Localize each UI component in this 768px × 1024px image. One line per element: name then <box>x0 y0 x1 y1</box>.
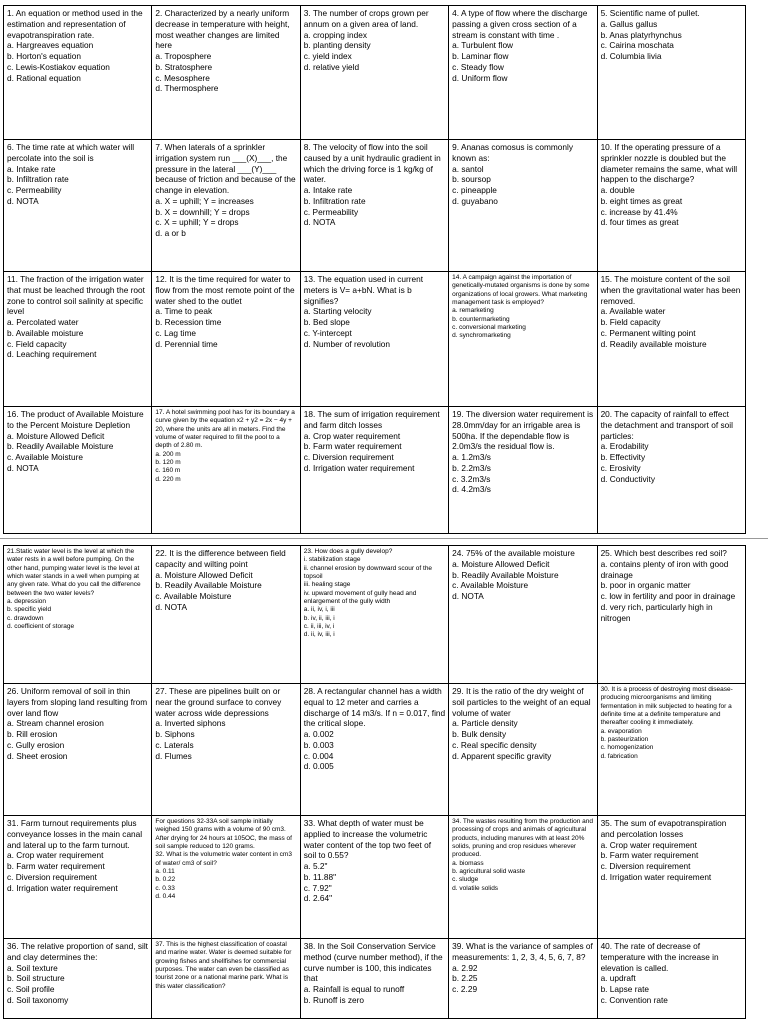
question-text: 13. The equation used in current meters is V= a+bN. What is b signifies? <box>303 274 426 306</box>
answer-option: d. 0.44 <box>155 892 176 900</box>
answer-option: c. Diversion requirement <box>303 452 394 463</box>
answer-option: a. Turbulent flow <box>452 40 514 51</box>
question-text: 35. The sum of evapotranspiration and percolation losses <box>600 818 729 839</box>
answer-option: b. 0.003 <box>303 739 334 750</box>
question-cell <box>597 6 745 140</box>
question-cell <box>300 6 448 140</box>
answer-option: d. Readily available moisture <box>600 338 707 349</box>
question-cell <box>4 684 152 816</box>
question-cell <box>152 140 300 272</box>
answer-option: a. 1.2m3/s <box>452 452 491 463</box>
answer-option: d. Leaching requirement <box>7 349 97 360</box>
answer-option: d. very rich, particularly high in nitrogen <box>600 601 715 623</box>
answer-option: a. ii, iv, i, iii <box>303 606 335 614</box>
question-text: 30. It is a process of destroying most disease-producing microorganisms and limiting fermentation in milk subjected to heating for a definite time at a definite temperature and thereafter cooling it immediately. <box>600 686 734 727</box>
answer-option: a. biomass <box>452 859 484 867</box>
answer-option: d. Columbia livia <box>600 51 662 62</box>
answer-option: a. 200 m <box>155 450 181 458</box>
answer-option: d. NOTA <box>452 591 484 602</box>
answer-option: c. yield index <box>303 51 352 62</box>
answer-option: a. 0.11 <box>155 867 175 875</box>
answer-option: d. NOTA <box>7 195 39 206</box>
question-text: 23. How does a gully develop? <box>303 548 393 555</box>
answer-option: iv. upward movement of gully head and enlargement of the gully width <box>303 589 419 605</box>
answer-option: b. Rill erosion <box>7 729 58 740</box>
answer-option: d. Sheet erosion <box>7 750 68 761</box>
question-text: 36. The relative proportion of sand, silt and clay determines the: <box>7 941 151 962</box>
answer-option: a. Hargreaves equation <box>7 40 94 51</box>
answer-option: b. 120 m <box>155 458 181 466</box>
question-cell <box>4 546 152 684</box>
answer-option: d. Irrigation water requirement <box>7 882 118 893</box>
answer-option: b. Stratosphere <box>155 61 213 72</box>
question-cell <box>597 939 745 1019</box>
answer-option: c. Diversion requirement <box>600 861 691 872</box>
answer-option: a. Time to peak <box>155 306 213 317</box>
question-cell <box>4 272 152 407</box>
answer-option: a. Stream channel erosion <box>7 718 104 729</box>
answer-option: a. Percolated water <box>7 317 79 328</box>
question-text: 4. A type of flow where the discharge passing a given cross section of a stream is constant with time . <box>452 8 590 40</box>
answer-option: a. Moisture Allowed Deficit <box>155 569 253 580</box>
answer-option: a. Moisture Allowed Deficit <box>7 430 105 441</box>
question-cell <box>152 546 300 684</box>
question-cell <box>449 816 597 939</box>
question-cell <box>597 816 745 939</box>
answer-option: a. Inverted siphons <box>155 718 226 729</box>
answer-option: a. Available water <box>600 306 666 317</box>
answer-option: b. Laminar flow <box>452 51 509 62</box>
answer-option: c. sludge <box>452 876 479 884</box>
question-text: 2. Characterized by a nearly uniform decrease in temperature with height, most weather changes are limited here <box>155 8 292 51</box>
question-text: 12. It is the time required for water to flow from the most remote point of the water shed to the outlet <box>155 274 297 306</box>
answer-option: d. Thermosphere <box>155 83 219 94</box>
answer-option: d. fabrication <box>600 752 638 760</box>
question-cell <box>300 816 448 939</box>
question-text: 14. A campaign against the importation of genetically-mutated organisms is done by some organizations of local growers. What marketing management task is employed? <box>452 274 592 306</box>
answer-option: b. Readily Available Moisture <box>7 441 114 452</box>
question-text: 11. The fraction of the irrigation water that must be leached through the root zone to control soil salinity at specific level <box>7 274 148 317</box>
question-cell <box>300 546 448 684</box>
answer-option: b. 2.2m3/s <box>452 462 491 473</box>
answer-option: b. iv, ii, iii, i <box>303 614 335 622</box>
answer-option: a. Particle density <box>452 718 518 729</box>
answer-option: b. Lapse rate <box>600 984 649 995</box>
question-cell <box>449 546 597 684</box>
answer-option: c. 2.29 <box>452 984 478 995</box>
answer-option: c. conversional marketing <box>452 323 526 331</box>
answer-option: d. Number of revolution <box>303 338 391 349</box>
question-text: 7. When laterals of a sprinkler irrigation system run ___(X)___, the pressure in the lateral ___(Y)___ because of friction and because of the change in elevation. <box>155 142 298 196</box>
question-cell <box>597 140 745 272</box>
question-cell <box>300 272 448 407</box>
question-text: 22. It is the difference between field capacity and wilting point <box>155 548 289 569</box>
question-cell <box>300 407 448 534</box>
answer-option: a. Starting velocity <box>303 306 372 317</box>
answer-option: d. Flumes <box>155 750 192 761</box>
answer-option: b. poor in organic matter <box>600 580 691 591</box>
answer-option: b. soursop <box>452 174 491 185</box>
answer-option: c. Lag time <box>155 327 196 338</box>
answer-option: b. specific yield <box>7 606 52 614</box>
answer-option: b. Field capacity <box>600 317 661 328</box>
answer-option: d. 2.64" <box>303 893 333 904</box>
question-text: 5. Scientific name of pullet. <box>600 8 700 18</box>
answer-option: c. X = uphill; Y = drops <box>155 217 239 228</box>
answer-option: a. updraft <box>600 973 636 984</box>
answer-option: a. santol <box>452 163 484 174</box>
answer-option: c. ii, iii, iv, i <box>303 622 335 630</box>
answer-option: a. Erodability <box>600 441 649 452</box>
answer-option: c. 7.92" <box>303 882 332 893</box>
answer-option: ii. channel erosion by downward scour of the topsoil <box>303 564 434 580</box>
question-text: 38. In the Soil Conservation Service method (curve number method), if the curve number is 100, this indicates that <box>303 941 445 984</box>
answer-option: c. Permeability <box>303 206 359 217</box>
question-cell <box>4 6 152 140</box>
question-text: 33. What depth of water must be applied to increase the volumetric water content of the top two feet of soil to 0.55? <box>303 818 434 861</box>
answer-option: a. Troposphere <box>155 51 212 62</box>
answer-option: c. Laterals <box>155 739 194 750</box>
answer-option: c. Available Moisture <box>7 452 83 463</box>
answer-option: b. Farm water requirement <box>7 861 105 872</box>
answer-option: c. Lewis-Kostiakov equation <box>7 61 110 72</box>
answer-option: c. Available Moisture <box>452 580 529 591</box>
question-text: 28. A rectangular channel has a width equal to 12 meter and carries a discharge of 14 m3/s. If n = 0.017, find the critical slope. <box>303 686 448 729</box>
question-text: 6. The time rate at which water will percolate into the soil is <box>7 142 137 163</box>
answer-option: a. 5.2" <box>303 861 328 872</box>
answer-option: d. coefficient of storage <box>7 622 75 630</box>
answer-option: c. Mesosphere <box>155 72 210 83</box>
answer-option: b. Effectivity <box>600 452 646 463</box>
question-cell <box>449 272 597 407</box>
answer-option: a. Rainfall is equal to runoff <box>303 984 405 995</box>
question-cell <box>449 140 597 272</box>
answer-option: a. Crop water requirement <box>303 430 401 441</box>
answer-option: b. eight times as great <box>600 195 683 206</box>
answer-option: a. Soil texture <box>7 962 58 973</box>
question-cell <box>300 684 448 816</box>
answer-option: b. Readily Available Moisture <box>452 569 559 580</box>
answer-option: d. Uniform flow <box>452 72 508 83</box>
answer-option: d. four times as great <box>600 217 679 228</box>
answer-option: c. low in fertility and poor in drainage <box>600 591 736 602</box>
answer-option: a. Moisture Allowed Deficit <box>452 558 550 569</box>
question-cell <box>152 816 300 939</box>
question-cell <box>4 140 152 272</box>
answer-option: c. drawdown <box>7 614 44 622</box>
answer-option: a. X = uphill; Y = increases <box>155 195 254 206</box>
answer-option: b. Bed slope <box>303 317 350 328</box>
answer-option: d. relative yield <box>303 61 360 72</box>
answer-option: d. Perennial time <box>155 338 218 349</box>
answer-option: d. volatile solids <box>452 884 499 892</box>
answer-option: b. Bulk density <box>452 729 507 740</box>
answer-option: d. ii, iv, iii, i <box>303 631 335 639</box>
question-text: 26. Uniform removal of soil in thin layers from sloping land resulting from over land flow <box>7 686 150 718</box>
answer-option: c. pineapple <box>452 185 497 196</box>
answer-option: b. Recession time <box>155 317 222 328</box>
answer-option: c. Y-intercept <box>303 327 352 338</box>
question-cell <box>597 272 745 407</box>
question-cell <box>152 272 300 407</box>
question-text: 39. What is the variance of samples of measurements: 1, 2, 3, 4, 5, 6, 7, 8? <box>452 941 596 962</box>
answer-option: b. countermarketing <box>452 315 510 323</box>
answer-option: a. 2.92 <box>452 962 478 973</box>
answer-option: c. 0.33 <box>155 884 175 892</box>
question-cell <box>4 816 152 939</box>
question-text: 18. The sum of irrigation requirement and farm ditch losses <box>303 409 442 430</box>
answer-option: b. Runoff is zero <box>303 994 365 1005</box>
question-text: 16. The product of Available Moisture to the Percent Moisture Depletion <box>7 409 146 430</box>
question-text: 34. The wastes resulting from the production and processing of crops and animals of agricultural products, including manures with at least 20% solids, pruning and crop residues wherever produced. <box>452 818 595 859</box>
answer-option: c. Field capacity <box>7 338 67 349</box>
question-cell <box>449 939 597 1019</box>
answer-option: a. Intake rate <box>7 163 56 174</box>
answer-option: a. depression <box>7 597 47 605</box>
question-text: 21.Static water level is the level at which the water rests in a well before pumping. On the other hand, pumping water level is the level at which water stands in a well when pumping at any given rate. What do you call the difference between the two water levels? <box>7 548 143 597</box>
answer-option: c. Gully erosion <box>7 739 65 750</box>
answer-option: iii. healing stage <box>303 581 351 589</box>
answer-option: a. double <box>600 185 635 196</box>
question-grid-2 <box>3 545 746 1019</box>
answer-option: b. Siphons <box>155 729 195 740</box>
answer-option: d. Irrigation water requirement <box>303 462 415 473</box>
question-text: 27. These are pipelines built on or near the ground surface to convey water across wide depressions <box>155 686 284 718</box>
answer-option: a. contains plenty of iron with good drainage <box>600 558 731 580</box>
answer-option: c. Cairina moschata <box>600 40 674 51</box>
question-cell <box>4 407 152 534</box>
answer-option: d. synchromarketing <box>452 332 511 340</box>
answer-option: d. 0.005 <box>303 761 334 772</box>
answer-option: b. Farm water requirement <box>600 850 699 861</box>
answer-option: c. 0.004 <box>303 750 334 761</box>
question-cell <box>152 939 300 1019</box>
answer-option: a. Crop water requirement <box>7 850 104 861</box>
answer-option: d. Conductivity <box>600 473 655 484</box>
answer-option: b. Horton's equation <box>7 51 81 62</box>
question-cell <box>449 6 597 140</box>
answer-option: c. 3.2m3/s <box>452 473 491 484</box>
question-text: 20. The capacity of rainfall to effect the detachment and transport of soil particles: <box>600 409 736 441</box>
question-text: 8. The velocity of flow into the soil caused by a unit hydraulic gradient in which the driving force is 1 kg/kg of water. <box>303 142 444 185</box>
question-grid-1 <box>3 5 746 534</box>
answer-option: b. agricultural solid waste <box>452 867 526 875</box>
question-text: 24. 75% of the available moisture <box>452 548 575 558</box>
answer-option: b. pasteurization <box>600 735 649 743</box>
answer-option: b. Farm water requirement <box>303 441 402 452</box>
answer-option: d. Rational equation <box>7 72 81 83</box>
question-cell <box>597 407 745 534</box>
question-cell <box>152 6 300 140</box>
answer-option: i. stabilization stage <box>303 556 361 564</box>
question-cell <box>300 939 448 1019</box>
answer-option: d. guyabano <box>452 195 498 206</box>
question-cell <box>4 939 152 1019</box>
answer-option: c. homogenization <box>600 744 654 752</box>
question-cell <box>152 407 300 534</box>
question-text: 19. The diversion water requirement is 28.0mm/day for an irrigable area is 500ha. If the dependable flow is 2.0m3/s the residual flow is. <box>452 409 596 452</box>
answer-option: b. Infiltration rate <box>7 174 69 185</box>
question-cell <box>449 684 597 816</box>
answer-option: a. Intake rate <box>303 185 353 196</box>
answer-option: a. evaporation <box>600 727 642 735</box>
answer-option: d. 4.2m3/s <box>452 484 491 495</box>
question-cell <box>449 407 597 534</box>
question-text: 10. If the operating pressure of a sprinkler nozzle is doubled but the diameter remains the same, what will happen to the discharge? <box>600 142 740 185</box>
answer-option: c. increase by 41.4% <box>600 206 678 217</box>
question-text: 40. The rate of decrease of temperature with the increase in elevation is called. <box>600 941 721 973</box>
question-text: 31. Farm turnout requirements plus conveyance losses in the main canal and lateral up to the farm turnout. <box>7 818 145 850</box>
answer-option: c. Available Moisture <box>155 591 232 602</box>
answer-option: c. Permanent wilting point <box>600 327 696 338</box>
answer-option: b. Soil structure <box>7 973 65 984</box>
answer-option: b. Readily Available Moisture <box>155 580 262 591</box>
answer-option: b. planting density <box>303 40 371 51</box>
answer-option: c. Diversion requirement <box>7 871 97 882</box>
answer-option: c. Permeability <box>7 185 62 196</box>
answer-option: b. 2.25 <box>452 973 478 984</box>
answer-option: b. Available moisture <box>7 327 84 338</box>
answer-option: b. Infiltration rate <box>303 195 366 206</box>
answer-option: c. 160 m <box>155 467 181 475</box>
answer-option: b. Anas platyrhynchus <box>600 29 682 40</box>
answer-option: d. 220 m <box>155 475 181 483</box>
answer-option: c. Real specific density <box>452 739 537 750</box>
question-cell <box>300 140 448 272</box>
answer-option: d. NOTA <box>7 462 39 473</box>
answer-option: c. Steady flow <box>452 61 504 72</box>
question-text: For questions 32-33A soil sample initially weighed 150 grams with a volume of 90 cm3. After drying for 24 hours at 105OC, the mass of soil sample reduced to 120 grams. 32. What is the volumetric water content in cm3 of water/ cm3 of soil? <box>155 818 292 867</box>
answer-option: b. X = downhill; Y = drops <box>155 206 250 217</box>
question-text: 25. Which best describes red soil? <box>600 548 727 558</box>
answer-option: c. Erosivity <box>600 462 641 473</box>
question-text: 3. The number of crops grown per annum on a given area of land. <box>303 8 431 29</box>
answer-option: a. cropping index <box>303 29 367 40</box>
answer-option: d. NOTA <box>303 217 336 228</box>
answer-option: b. 0.22 <box>155 876 176 884</box>
answer-option: a. 0.002 <box>303 729 334 740</box>
answer-option: c. Convention rate <box>600 994 668 1005</box>
answer-option: c. Soil profile <box>7 984 55 995</box>
answer-option: a. Crop water requirement <box>600 839 697 850</box>
answer-option: a. remarketing <box>452 307 494 315</box>
answer-option: d. Apparent specific gravity <box>452 750 552 761</box>
answer-option: b. 11.88" <box>303 871 337 882</box>
question-cell <box>152 684 300 816</box>
answer-option: d. Soil taxonomy <box>7 994 69 1005</box>
question-cell <box>597 684 745 816</box>
question-text: 9. Ananas comosus is commonly known as: <box>452 142 576 163</box>
answer-option: d. Irrigation water requirement <box>600 871 712 882</box>
question-text: 29. It is the ratio of the dry weight of soil particles to the weight of an equal volume of water <box>452 686 593 718</box>
answer-option: a. Gallus gallus <box>600 18 658 29</box>
answer-option: d. a or b <box>155 228 186 239</box>
question-cell <box>597 546 745 684</box>
question-text: 37. This is the highest classification of coastal and marine water. Water is deemed suitable for growing fishes and shellfishes for commercial purposes. The water can even be classified as tourist zone or a national marine park. What is this water classification? <box>155 941 294 990</box>
question-text: 15. The moisture content of the soil when the gravitational water has been removed. <box>600 274 743 306</box>
question-text: 17. A hotel swimming pool has for its boundary a curve given by the equation x2 + y2 = 2x − 4y + 20, where the units are all in meters. Find the volume of water required to fill the pool to a depth of 2.80 m. <box>155 409 297 450</box>
page-break <box>0 538 768 539</box>
answer-option: d. NOTA <box>155 601 188 612</box>
question-text: 1. An equation or method used in the estimation and representation of evapotranspiration rate. <box>7 8 145 40</box>
